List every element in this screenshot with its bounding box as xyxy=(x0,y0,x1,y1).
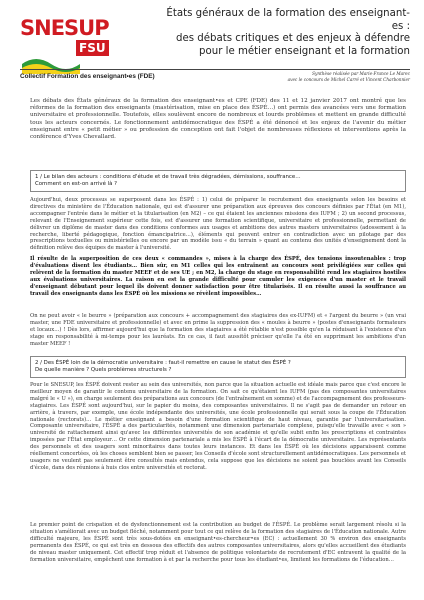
intro-paragraph: Les débats des États généraux de la formation des enseignant•es et CPE (FDE) des 11 et 12 janvier 2017 ont montré que les réformes de la formation des enseignants (mastérisation, mise en place des ÉSPÉ…) ont permis des avancées vers une formation universitaire et professionnelle. Toutefois, elles soulèvent encore de nombreux et lourds problèmes et mettent en grande difficulté tous les acteurs concernés. Le fonctionnement antidémocratique des ÉSPÉ a été dénoncé et les enjeux de l'avenir du métier enseignant entre « petit métier » ou profession de conception ont fait l'objet de nombreuses réflexions et interventions après la conférence d'Yves Chevallard. xyxy=(30,98,406,141)
header-rule xyxy=(20,69,410,70)
section2-paragraph-1: Pour le SNESUP, les ÉSPÉ doivent rester au sein des universités, non parce que la situation actuelle est idéale mais parce que c'est encore le meilleur moyen de garantir le contenu universitaire de la formation. On sait ce qu'étaient les IUFM (pas des composantes universitaires malgré le « U »), en charge seulement des préparations aux concours (de l'entraînement en somme) et de l'accompagnement des professeurs-stagiaires. Les ÉSPÉ sont aujourd'hui, sur le papier du moins, des composantes universitaires. Il ne s'agit pas de demander un retour en arrière, à travers, par exemple, une école indépendante des universités, une école professionnelle qui serait sous la coupe de l'Éducation nationale (rectorats)… Le métier enseignant a besoin d'une formation scientifique de haut niveau, garantie par l'universitarisation. Composante universitaire, l'ÉSPÉ a des particularités, notamment une dimension partenariale complexe, puisqu'elle travaille avec « son » université de rattachement ainsi qu'avec les différentes universités de son académie et qu'elle subit enfin les prescriptions et contraintes imposées par l'État employeur… Or cette dimension partenariale a mis les ÉSPÉ à l'écart de la démocratie universitaire. Les représentants des personnels et des usagers sont minoritaires dans toutes leurs instances. Et dans les ÉSPÉ où les décisions apparaissent comme réellement concertées, où les choses semblent bien se passer, les Conseils d'école sont structurellement antidémocratiques. Les personnels et usagers ne veulent pas seulement être consultés mais entendus, cela suppose que les décisions ne soient pas bouclées avant les Conseils d'école, dans des réunions à huis clos entre universités et rectorat. xyxy=(30,382,406,471)
signature: Synthèse réalisée par Marie-France Le Marec avec le concours de Michel Carré et Vincent Charbonnier xyxy=(287,71,410,82)
section1-heading: 1 / Le bilan des acteurs : conditions d'étude et de travail très dégradées, démissions, souffrance… Comment en est-on arrivé là ? xyxy=(30,170,406,192)
logo-wordmark: SNESUP xyxy=(20,16,109,40)
section2-heading: 2 / Des ÉSPÉ loin de la démocratie universitaire : faut-il remettre en cause le statut des ÉSPÉ ? De quelle manière ? Quels problèmes structurels ? xyxy=(30,356,406,378)
section1-paragraph-1: Aujourd'hui, deux processus se superposent dans les ÉSPÉ : 1) celui de préparer le recrutement des enseignants selon les besoins et directives du ministère de l'Éducation nationale, qui est d'assurer une préparation aux épreuves des concours définies par l'État (en M1), accompagner l'entrée dans le métier et la titularisation (en M2) – ce qui étaient les anciennes missions des IUFM ; 2) un second processus, relevant de l'Enseignement supérieur cette fois, est d'assurer une formation scientifique, universitaire et professionnelle, permettant de délivrer un diplôme de master dans des conditions conformes aux usages et ambitions des autres masters universitaires (adossement à la recherche, liberté pédagogique, fonction émancipatrice…), éléments qui peuvent entrer en contradiction avec un pilotage par des prescriptions textuelles ou ministérielles ou encore par un modèle issu « du terrain » quant au contenu des unités d'enseignement dont la définition relève des équipes de master à l'université. xyxy=(30,197,406,252)
section1-paragraph-2: Il résulte de la superposition de ces deux « commandes », mises à la charge des ÉSPÉ, des tensions insoutenables : trop d'évaluations disent les étudiants… Bien sûr, en M1 celles qui les entraînent au concours sont privilégiées sur celles qui relèvent de la formation du master MEEF et de ses UE ; en M2, la charge du stage en responsabilité rend les stagiaires hostiles aux évaluations universitaires. La raison en est la grande difficulté pour cumuler les exigences d'un master et le travail d'enseignant débutant pour lequel ils doivent donner satisfaction pour être titularisés. Il en résulte aussi la souffrance au travail des enseignants dans les ÉSPÉ où les missions se révèlent impossibles… xyxy=(30,256,406,297)
logo-fsu-badge: FSU xyxy=(76,40,109,56)
document-title: États généraux de la formation des enseignant-es : des débats critiques et des enjeux à défendre pour le métier enseignant et la formation xyxy=(166,8,410,57)
section2-paragraph-2: Le premier point de crispation et de dysfonctionnement est la contribution au budget de l'ÉSPÉ. Le problème serait largement résolu si la situation s'améliorait avec un budget fléché, notamment pour tout ce qui relève de la formation des stagiaires de l'Éducation nationale. Autre difficulté majeure, les ÉSPÉ sont très sous-dotées en enseignant•es-chercheur•es (EC) : actuellement 30 % environ des enseignants permanents des ÉSPÉ, ce qui est très en dessous des effectifs des autres composantes universitaires, alors qu'elles accueillent des étudiants de niveau master uniquement. Cet effectif trop réduit et l'absence de politique volontariste de recrutement d'EC entravent la qualité de la formation universitaire, empêchent une formation à et par la recherche pour tous les étudiant•es, limitent les formations de l'éducation… xyxy=(30,522,406,563)
collectif-label: Collectif Formation des enseignant•es (FDE) xyxy=(20,73,155,80)
logo-flag-icon xyxy=(22,54,80,74)
section1-paragraph-3: On ne peut avoir « le beurre » (préparation aux concours + accompagnement des stagiaires des ex-IUFM) et « l'argent du beurre » (un vrai master, une FDE universitaire et professionnelle) et avec en prime la suppression des « moules à beurre » (postes d'enseignants formateurs et locaux…) ! Dès lors, affirmer aujourd'hui que la formation des stagiaires a été rétablie n'est possible qu'en la réduisant à l'existence d'un stage en responsabilité à mi-temps pour les lauréats. En ce cas, il faut aussitôt préciser qu'elle l'a été en supprimant les ambitions d'un master MEEF ! xyxy=(30,313,406,347)
